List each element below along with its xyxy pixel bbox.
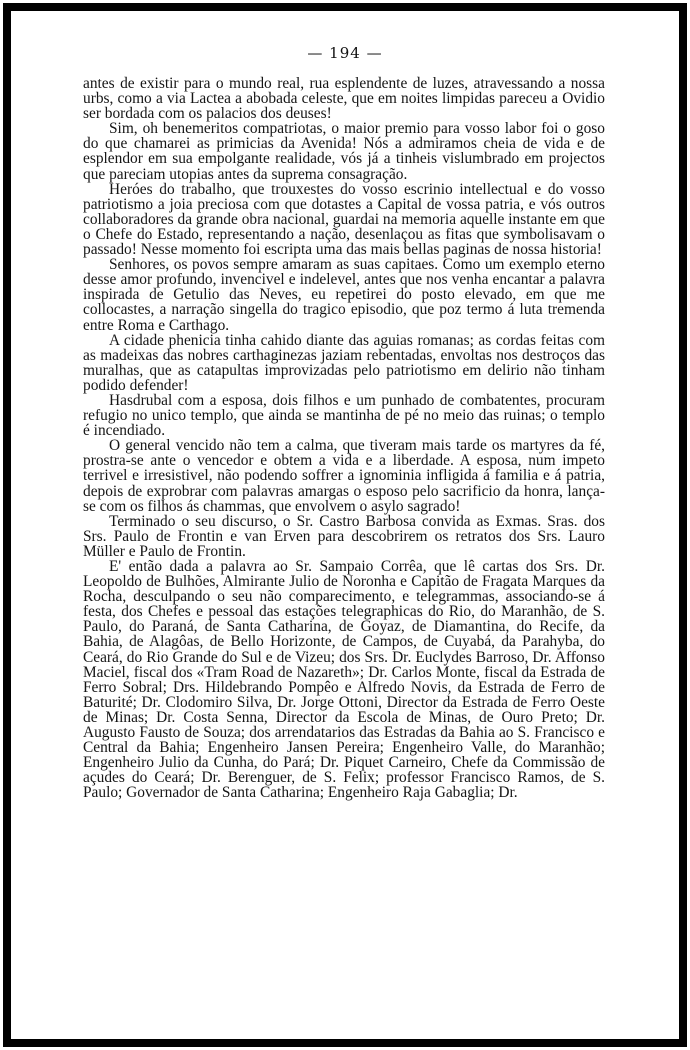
body-text bbox=[83, 76, 605, 801]
paragraph-compatriotas: Sim, oh benemeritos compatriotas, o maior premio para vosso labor foi o goso do que chamarei as primicias da Avenida! Nós a admiramos cheia de vida e de esplendor em sua empolgante realidade, vós já a tinheis vislumbrado em projectos que pareciam utopias antes da suprema consagração. bbox=[83, 120, 605, 183]
paragraph-cidade-phenicia: A cidade phenicia tinha cahido diante das aguias romanas; as cordas feitas com as madeixas das nobres carthaginezas jaziam rebentadas, envoltas nos destroços das muralhas, que as catapultas improvizadas pelo patriotismo em delirio não tinham podido defender! bbox=[83, 331, 605, 394]
paragraph-castro-barbosa: Terminado o seu discurso, o Sr. Castro Barbosa convida as Exmas. Sras. dos Srs. Paulo de Frontin e van Erven para descobrirem os retratos dos Srs. Lauro Müller e Paulo de Frontin. bbox=[83, 512, 605, 560]
paragraph-heroes: Heróes do trabalho, que trouxestes do vosso escrinio intellectual e do vosso patriotismo a joia preciosa com que dotastes a Capital de vossa patria, e vós outros collaboradores da grande obra nacional, guardai na memoria aquelle instante em que o Chefe do Estado, representando a nação, desenlaçou as fitas que symbolisavam o passado! Nesse momento foi escripta uma das mais bellas paginas de nossa historia! bbox=[83, 180, 605, 259]
page-number: — 194 — bbox=[307, 44, 383, 62]
paragraph-senhores: Senhores, os povos sempre amaram as suas capitaes. Como um exemplo eterno desse amor profundo, invencivel e indelevel, antes que nos venha encantar a palavra inspirada de Getulio das Neves, eu repetirei do posto elevado, em que me collocastes, a narração singella do tragico episodio, que poz termo á luta tremenda entre Roma e Carthago. bbox=[83, 256, 605, 334]
paragraph-sampaio-correa: E' então dada a palavra ao Sr. Sampaio Corrêa, que lê cartas dos Srs. Dr. Leopoldo de Bulhões, Almirante Julio de Noronha e Capitão de Fragata Marques da Rocha, desculpando o seu não comparecimento, e telegrammas, associando-se á festa, dos Chefes e pessoal das estações telegraphicas do Rio, do Maranhão, de S. Paulo, do Paraná, de Santa Catharina, de Goyaz, de Diamantina, do Recife, da Bahia, de Alagôas, de Bello Horizonte, de Campos, de Cuyabá, da Parahyba, do Ceará, do Rio Grande do Sul e de Vizeu; dos Srs. Dr. Euclydes Barroso, Dr. Affonso Maciel, fiscal dos «Tram Road de Nazareth»; Dr. Carlos Monte, fiscal da Estrada de Ferro Sobral; Drs. Hildebrando Pompêo e Alfredo Novis, da Estrada de Ferro de Baturité; Dr. Clodomiro Silva, Dr. Jorge Ottoni, Director da Estrada de Ferro Oeste de Minas; Dr. Costa Senna, Director da Escola de Minas, de Ouro Preto; Dr. Augusto Fausto de Souza; dos arrendatarios das Estradas da Bahia ao S. Francisco e Central da Bahia; Engenheiro Jansen Pereira; Engenheiro Valle, do Maranhão; Engenheiro Julio da Cunha, do Pará; Dr. Piquet Carneiro, Chefe da Commissão de açudes do Ceará; Dr. Berenguer, de S. Felix; professor Francisco Ramos, de S. Paulo; Governador de Santa Catharina; Engenheiro Raja Gabaglia; Dr. bbox=[83, 558, 605, 802]
paragraph-avenida-intro: antes de existir para o mundo real, rua esplendente de luzes, atravessando a nossa urbs, como a via Lactea a abobada celeste, que em noites limpidas pareceu a Ovidio ser bordada com os palacios dos deuses! bbox=[83, 75, 605, 123]
paragraph-hasdrubal: Hasdrubal com a esposa, dois filhos e um punhado de combatentes, procuram refugio no unico templo, que ainda se mantinha de pé no meio das ruinas; o templo é incendiado. bbox=[83, 391, 605, 440]
paragraph-general-vencido: O general vencido não tem a calma, que tiveram mais tarde os martyres da fé, prostra-se ante o vencedor e obtem a vida e a liberdade. A esposa, num impeto terrivel e irresistivel, não podendo soffrer a ignominia infligida á familia e á patria, depois de exprobrar com palavras amargas o esposo pelo sacrificio da honra, lança-se com os filhos ás chammas, que envolvem o asylo sagrado! bbox=[83, 437, 605, 515]
